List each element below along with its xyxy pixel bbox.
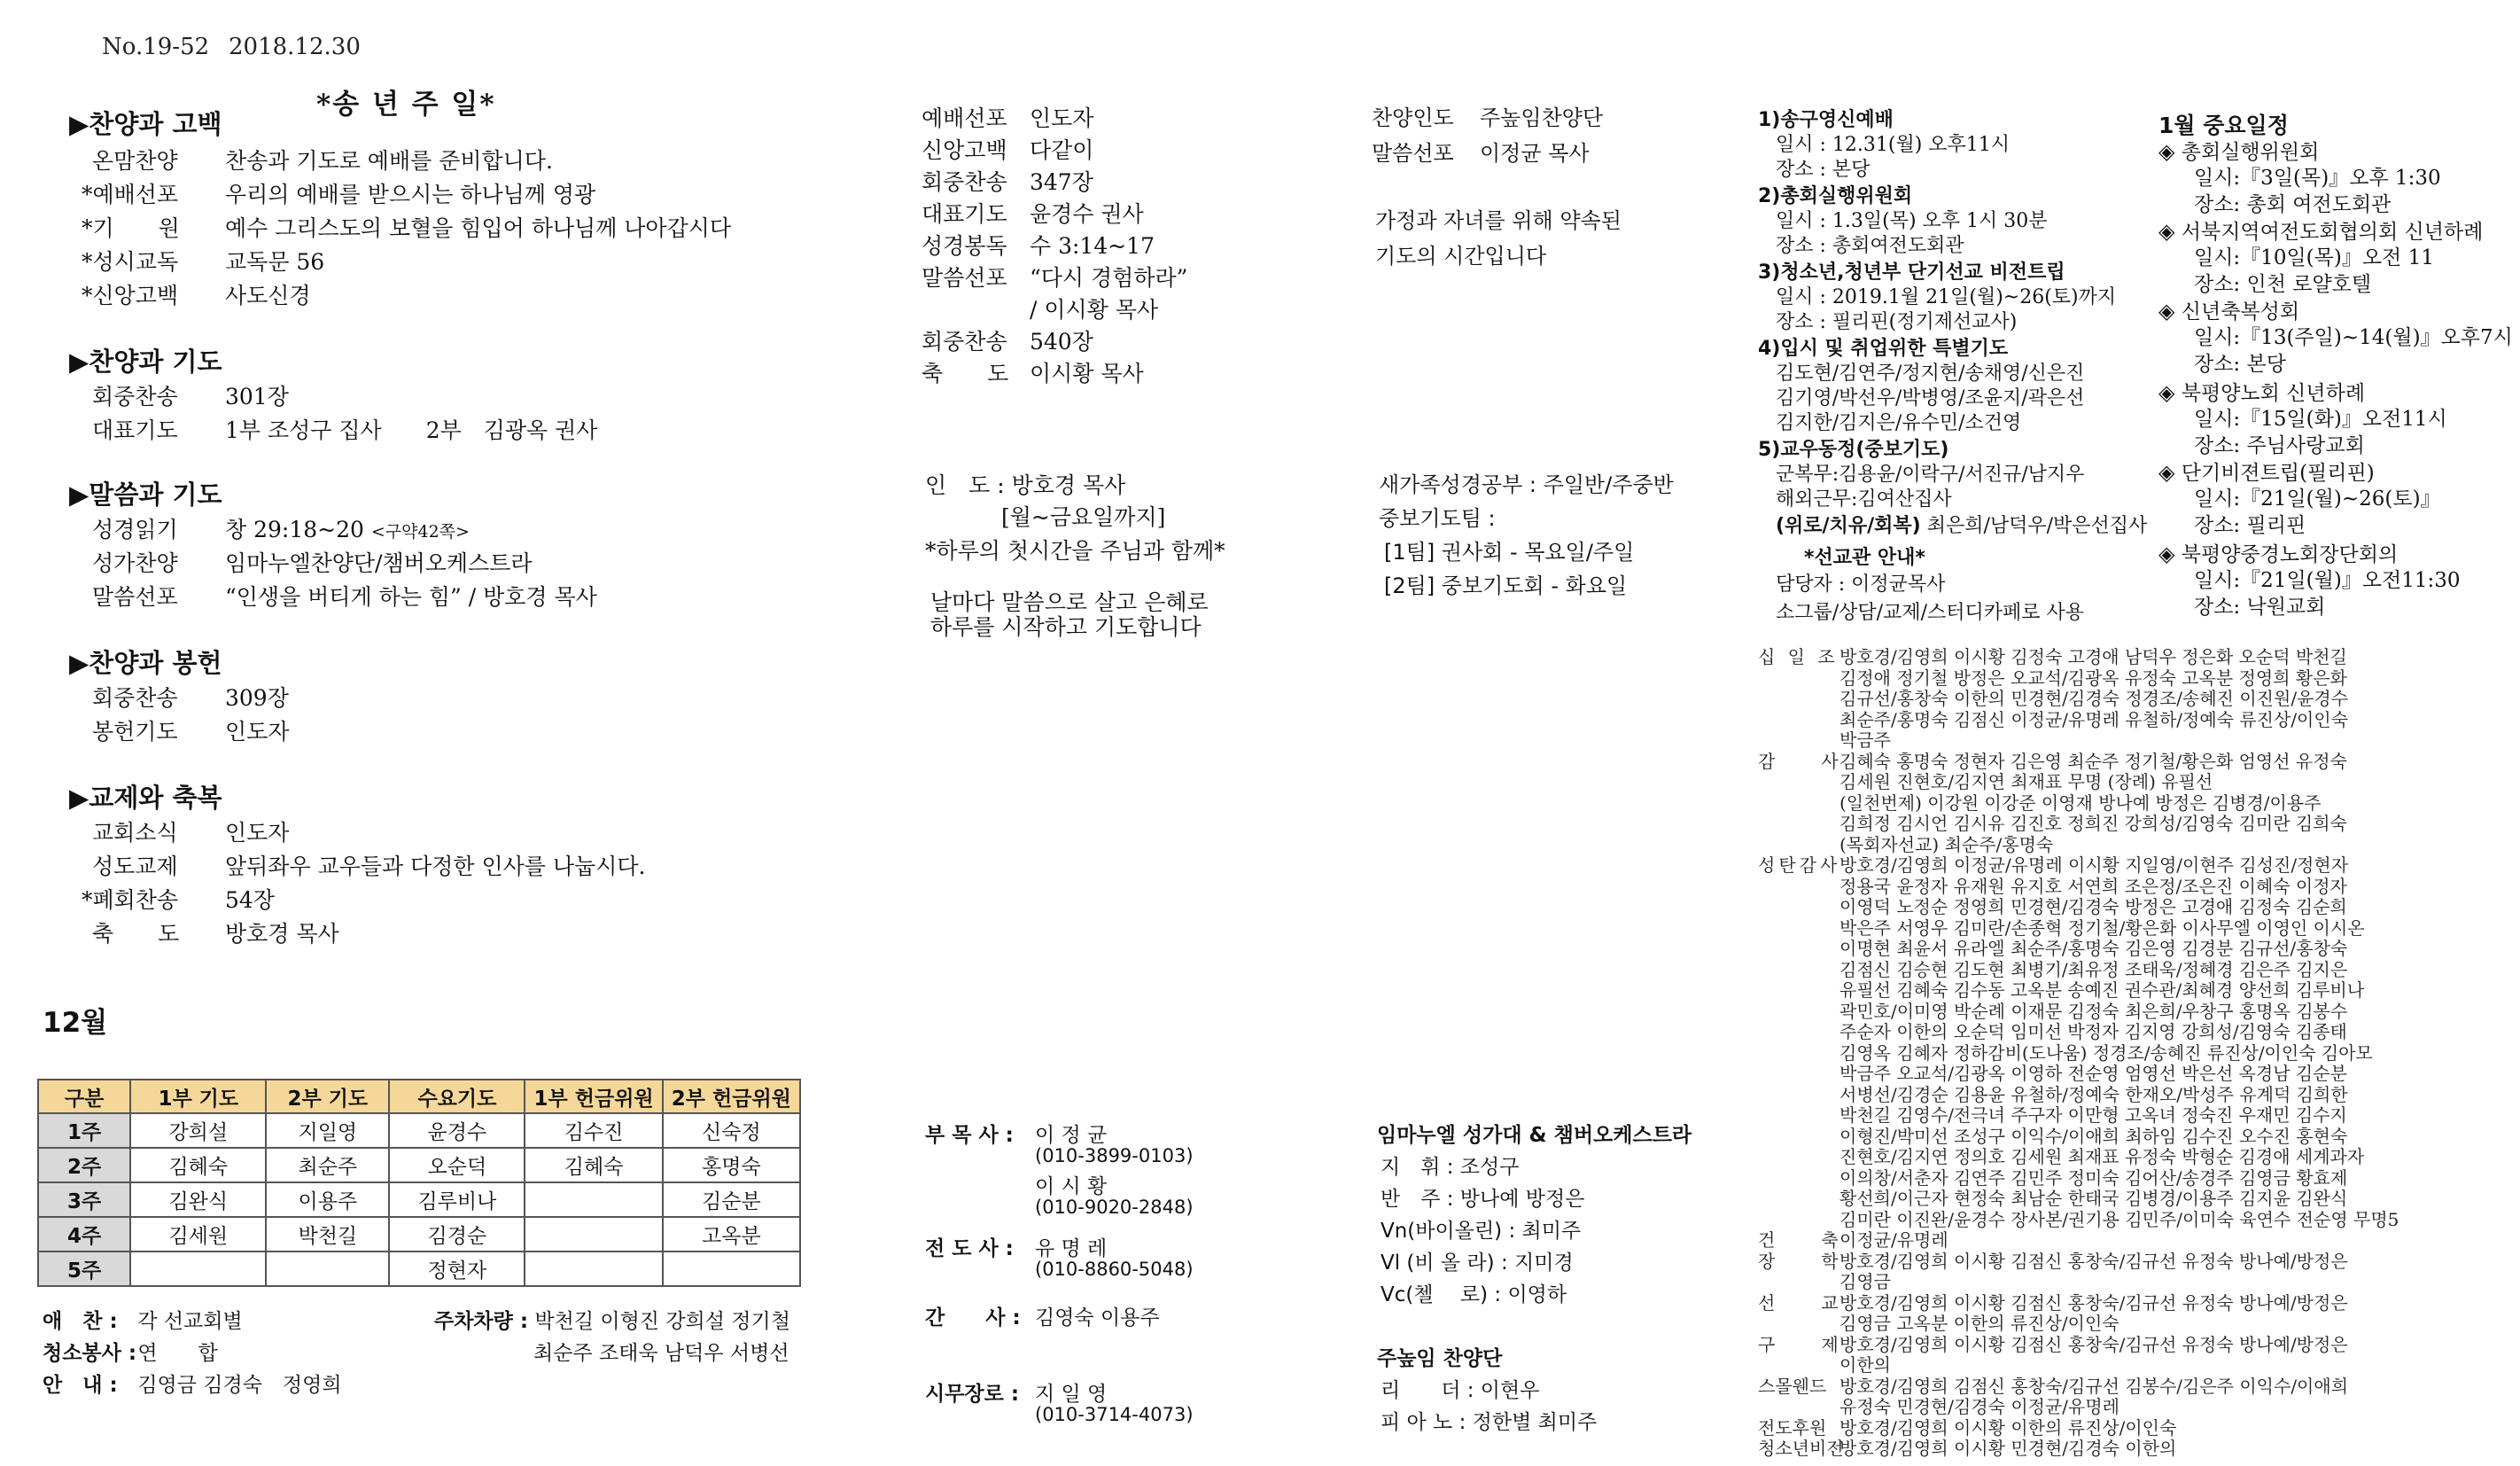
praise-team-title: 주높임 찬양단	[1377, 1347, 1503, 1370]
news-line: 김지한/김지은/유수민/소건영	[1776, 412, 2022, 434]
column-header: 수요기도	[389, 1080, 525, 1113]
choir-member: 지 휘 : 조성구	[1381, 1156, 1520, 1179]
table-header-row	[38, 1080, 800, 1113]
staff-name: 김영숙 이용주	[1035, 1306, 1160, 1330]
event-line: 일시:『21일(월)~26(토)』	[2194, 487, 2441, 511]
prayer-request: (위로/치유/회복) 최은희/남덕우/박은선집사	[1776, 515, 2148, 537]
table-row: 1주 강희설 지일영 윤경수 김수진 신숙정	[38, 1113, 800, 1148]
event-line: 장소: 인천 로얄호텔	[2194, 273, 2372, 296]
study-info: 새가족성경공부 : 주일반/주중반	[1379, 472, 1674, 497]
staff-phone: (010-9020-2848)	[1035, 1197, 1194, 1218]
section-title: ▶교제와 축복	[69, 783, 222, 813]
order-row: 대표기도 윤경수 권사	[922, 201, 1144, 227]
event-line: 일시:『10일(목)』오전 11	[2194, 246, 2434, 269]
news-title: 4)입시 및 취업위한 특별기도	[1758, 338, 2009, 360]
morning-text: 날마다 말씀으로 살고 은혜로	[930, 589, 1209, 615]
section-title: ▶찬양과 고백	[69, 109, 222, 139]
staff-name: 지 일 영	[1035, 1383, 1108, 1406]
staff-phone: (010-3899-0103)	[1035, 1145, 1194, 1166]
prayer-team: [1팀] 권사회 - 목요일/주일	[1384, 540, 1635, 565]
event-name: ◈ 총회실행위원회	[2158, 139, 2320, 164]
order-row: 회중찬송 309장	[92, 685, 289, 711]
order-row: 말씀선포 “인생을 버티게 하는 힘” / 방호경 목사	[92, 584, 597, 610]
event-line: 장소: 본당	[2194, 353, 2286, 376]
order-row: 축 도 이시황 목사	[922, 361, 1144, 386]
event-line: 장소: 낙원교회	[2194, 596, 2326, 619]
offering-group: 스몰웬드 방호경/김영희 김점신 홍창숙/김규선 김봉수/김은주 이익수/이애희 유정숙 민경현/김경숙 이정균/유명레	[1758, 1375, 2349, 1417]
staff-name: 유 명 레	[1035, 1237, 1108, 1260]
choir-member: 반 주 : 방나예 방정은	[1381, 1188, 1585, 1211]
promise-text: 기도의 시간입니다	[1375, 244, 1547, 269]
column-header: 2부 기도	[266, 1080, 389, 1113]
event-name: ◈ 신년축복성회	[2158, 299, 2300, 324]
offering-group: 선 교방호경/김영희 이시황 김점신 홍창숙/김규선 유정숙 방나예/방정은 김영금 고옥분 이한의 류진상/이인숙	[1758, 1291, 2348, 1334]
staff-label: 부 목 사 :	[925, 1124, 1014, 1147]
morning-days: [월~금요일까지]	[1001, 504, 1166, 530]
news-title: 5)교우동정(중보기도)	[1758, 439, 1949, 461]
event-line: 일시:『3일(목)』오후 1:30	[2194, 167, 2441, 190]
order-row: 말씀선포 “다시 경험하라”	[922, 265, 1188, 291]
diamond-bullet-icon: ◈	[2158, 460, 2175, 485]
january-title: 1월 중요일정	[2158, 113, 2289, 138]
news-line: 일시 : 2019.1월 21일(월)~26(토)까지	[1776, 286, 2117, 308]
praise-member: 피 아 노 : 정한별 최미주	[1381, 1411, 1598, 1434]
footer-row: 주차차량 : 박천길 이형진 강희설 정기철	[434, 1310, 790, 1333]
staff-phone: (010-3714-4073)	[1035, 1404, 1194, 1425]
event-line: 일시:『13(주일)~14(월)』오후7시	[2194, 326, 2513, 349]
bulletin-number: No.19-52	[102, 34, 210, 60]
footer-row: 애 찬 : 각 선교회별	[43, 1310, 243, 1333]
event-line: 장소: 필리핀	[2194, 514, 2306, 537]
offering-group: 십 일 조방호경/김영희 이시황 김정숙 고경애 남덕우 정은화 오순덕 박천길 김정애 정기철 방정은 오교석/김광옥 유정숙 고옥분 정영희 황은화 김규선/홍창숙 이한의 민경현/김경숙 정경조/송혜진 이진원/윤경수 최순주/홍명숙 김점신 이정균/유명레 유철하/정예숙 류진상/이인숙 박금주	[1758, 646, 2349, 751]
table-row: 2주 김혜숙 최순주 오순덕 김혜숙 홍명숙	[38, 1148, 800, 1182]
order-row: 대표기도 1부 조성구 집사 2부 김광옥 권사	[92, 417, 598, 443]
news-line: 일시 : 1.3일(목) 오후 1시 30분	[1776, 210, 2048, 232]
choir-title: 임마누엘 성가대 & 챔버오케스트라	[1377, 1124, 1692, 1147]
news-line: 김기영/박선우/박병영/조윤지/곽은선	[1776, 387, 2085, 409]
choir-member: Vc(첼 로) : 이영하	[1381, 1283, 1567, 1306]
order-row: *신앙고백 사도신경	[82, 283, 311, 308]
section-title: ▶찬양과 기도	[69, 347, 222, 377]
order-row: 온맘찬양 찬송과 기도로 예배를 준비합니다.	[92, 148, 553, 174]
hall-title: *선교관 안내*	[1804, 547, 1925, 569]
table-row: 5주 정현자	[38, 1252, 800, 1286]
footer-row: 최순주 조태욱 남덕우 서병선	[533, 1342, 789, 1365]
diamond-bullet-icon: ◈	[2158, 219, 2175, 244]
order-row: 말씀선포 이정균 목사	[1372, 141, 1590, 166]
morning-leader: 인 도 : 방호경 목사	[925, 472, 1126, 498]
praise-member: 리 더 : 이현우	[1381, 1379, 1540, 1402]
staff-label: 전 도 사 :	[925, 1237, 1014, 1260]
bulletin-date: 2018.12.30	[229, 34, 361, 60]
study-info: 중보기도팀 :	[1379, 506, 1496, 531]
diamond-bullet-icon: ◈	[2158, 299, 2175, 324]
staff-name: 이 시 황	[1035, 1175, 1108, 1198]
offering-group: 전도후원 방호경/김영희 이시황 이한의 류진상/이인숙	[1758, 1416, 2177, 1439]
order-row: 찬양인도 주높임찬양단	[1372, 105, 1604, 130]
order-row: 신앙고백 다같이	[922, 137, 1094, 163]
staff-label: 간 사 :	[925, 1306, 1021, 1330]
staff-phone: (010-8860-5048)	[1035, 1259, 1194, 1280]
event-name: ◈ 북평양노회 신년하례	[2158, 380, 2366, 405]
order-row: 성경봉독 수 3:14~17	[922, 233, 1155, 259]
prayer-team: [2팀] 중보기도회 - 화요일	[1384, 573, 1628, 598]
event-line: 일시:『15일(화)』오전11시	[2194, 408, 2447, 431]
offering-group: 감 사김혜숙 홍명숙 정현자 김은영 최순주 정기철/황은화 엄영선 유정숙 김세원 진현호/김지연 최재표 무명 (장례) 유필선 (일천번제) 이강원 이강준 이영재 방나예 방정은 김병경/이용주 김희정 김시언 김시유 김진호 정희진 강희성/김영숙 김미란 김희숙 (목회자선교) 최순주/홍명숙	[1758, 750, 2347, 855]
diamond-bullet-icon: ◈	[2158, 542, 2175, 566]
footer-row: 안 내 : 김영금 김경숙 정영희	[43, 1374, 342, 1397]
table-row: 4주 김세원 박천길 김경순 고옥분	[38, 1217, 800, 1252]
section-title: ▶말씀과 기도	[69, 480, 222, 510]
december-title: 12월	[43, 1007, 108, 1039]
news-line: 해외근무:김여산집사	[1776, 488, 1952, 511]
order-row: 회중찬송 347장	[922, 169, 1093, 195]
news-line: 장소 : 필리핀(정기제선교사)	[1776, 311, 2018, 333]
news-title: 1)송구영신예배	[1758, 109, 1894, 131]
order-row: *예배선포 우리의 예배를 받으시는 하나님께 영광	[82, 182, 596, 207]
order-row: 축 도 방호경 목사	[92, 921, 339, 947]
diamond-bullet-icon: ◈	[2158, 139, 2175, 164]
diamond-bullet-icon: ◈	[2158, 380, 2175, 405]
news-line: 김도현/김연주/정지현/송채영/신은진	[1776, 363, 2085, 385]
morning-slogan: *하루의 첫시간을 주님과 함께*	[925, 538, 1225, 564]
column-header: 1부 헌금위원	[525, 1080, 662, 1113]
choir-member: Vl (비 올 라) : 지미경	[1381, 1252, 1574, 1275]
order-row: / 이시황 목사	[1030, 297, 1159, 323]
december-schedule-table	[37, 1079, 801, 1287]
column-header: 1부 기도	[130, 1080, 266, 1113]
news-title: 3)청소년,청년부 단기선교 비전트립	[1758, 261, 2065, 284]
order-row: 성가찬양 임마누엘찬양단/챔버오케스트라	[92, 550, 533, 576]
order-row: 회중찬송 301장	[92, 384, 289, 409]
news-title: 2)총회실행위원회	[1758, 185, 1913, 207]
news-line: 장소 : 총회여전도회관	[1776, 235, 1964, 257]
offering-group: 성탄감사방호경/김영희 이정균/유명레 이시황 지일영/이현주 김성진/정현자 정용국 윤정자 유재원 유지호 서연희 조은정/조은진 이혜숙 이정자 이영덕 노정순 정영희 민경현/김경숙 방정은 고경애 김정숙 김순희 박은주 서영우 김미란/손종혁 정기철/황은화 이사무엘 이영인 이시온 이명현 최윤서 유라엘 최순주/홍명숙 김은영 김경분 김규선/홍창숙 김점신 김승현 김도현 최병기/최유정 조태욱/정혜경 김은주 김지은 유필선 김혜숙 김수동 고옥분 송예진 권수관/최혜경 양선희 김루비나 곽민호/이미영 박순례 이재문 김정숙 최은희/우창구 홍명옥 김봉수 주순자 이한의 오순덕 임미선 박정자 김지영 강희성/김영숙 김종태 김영옥 김혜자 정하감비(도나움) 정경조/송혜진 류진상/이인숙 김아모 박금주 오교석/김광옥 이영하 전순영 엄영선 박은선 옥경남 김순분 서병선/김경순 김용윤 유철하/정예숙 한재오/박성주 유계덕 김희한 박천길 김영수/전극녀 주구자 이만형 고옥녀 정숙진 우재민 김수지 이형진/박미선 조성구 이익수/이애희 최하임 김수진 오수진 홍현숙 진현호/김지연 정의호 김세원 최재표 유정숙 박형순 김경애 세계과자 이의창/서춘자 김연주 김민주 정미숙 김어산/송경주 김영금 황효제 황선희/이근자 현정숙 최남순 한태국 김병경/이용주 김지윤 김완식 김미란 이진완/윤경수 장사본/권기용 김민주/이미숙 육연수 전순영 무명5	[1758, 854, 2399, 1230]
event-name: ◈ 북평양중경노회장단회의	[2158, 542, 2399, 566]
hall-line: 소그룹/상담/교제/스터디카페로 사용	[1776, 602, 2085, 624]
column-header: 2부 헌금위원	[663, 1080, 800, 1113]
news-line: 일시 : 12.31(월) 오후11시	[1776, 134, 2011, 156]
table-row: 3주 김완식 이용주 김루비나 김순분	[38, 1182, 800, 1217]
event-name: ◈ 단기비젼트립(필리핀)	[2158, 460, 2375, 485]
news-line: 장소 : 본당	[1776, 159, 1871, 181]
page-title: *송 년 주 일*	[316, 89, 496, 121]
offering-group: 구 제방호경/김영희 이시황 김점신 홍창숙/김규선 유정숙 방나예/방정은 이한의	[1758, 1333, 2348, 1376]
event-line: 장소: 주님사랑교회	[2194, 434, 2365, 457]
staff-name: 이 정 균	[1035, 1124, 1108, 1147]
order-row: 예배선포 인도자	[922, 105, 1094, 131]
event-line: 일시:『21일(월)』오전11:30	[2194, 569, 2461, 592]
hall-line: 담당자 : 이정균목사	[1776, 573, 1946, 596]
event-name: ◈ 서북지역여전도회협의회 신년하례	[2158, 219, 2484, 244]
offering-group: 청소년비전방호경/김영희 이시황 민경현/김경숙 이한의	[1758, 1438, 2177, 1459]
order-row: 성도교제 앞뒤좌우 교우들과 다정한 인사를 나눕시다.	[92, 854, 646, 879]
order-row: *폐회찬송 54장	[82, 887, 275, 913]
event-line: 장소: 총회 여전도회관	[2194, 193, 2392, 216]
offering-group: 장 학방호경/김영희 이시황 김점신 홍창숙/김규선 유정숙 방나예/방정은 김영금	[1758, 1250, 2348, 1292]
choir-member: Vn(바이올린) : 최미주	[1381, 1220, 1582, 1243]
order-row: 성경읽기 창 29:18~20 <구약42쪽>	[92, 517, 470, 542]
section-title: ▶찬양과 봉헌	[69, 648, 222, 678]
order-row: 회중찬송 540장	[922, 329, 1093, 355]
footer-row: 청소봉사 : 연 합	[43, 1342, 218, 1365]
order-row: 교회소식 인도자	[92, 820, 290, 846]
column-header: 구분	[38, 1080, 130, 1113]
staff-label: 시무장로 :	[925, 1383, 1020, 1406]
news-line: 군복무:김용윤/이락구/서진규/남지우	[1776, 464, 2085, 486]
order-row: 봉헌기도 인도자	[92, 719, 290, 745]
offering-group: 건 축이정균/유명레	[1758, 1229, 1948, 1251]
order-row: *기 원 예수 그리스도의 보혈을 힘입어 하나님께 나아갑시다	[82, 215, 732, 241]
offerings-list	[1758, 647, 2511, 1460]
order-row: *성시교독 교독문 56	[82, 249, 325, 275]
morning-text: 하루를 시작하고 기도합니다	[930, 614, 1202, 640]
promise-text: 가정과 자녀를 위해 약속된	[1375, 208, 1622, 233]
